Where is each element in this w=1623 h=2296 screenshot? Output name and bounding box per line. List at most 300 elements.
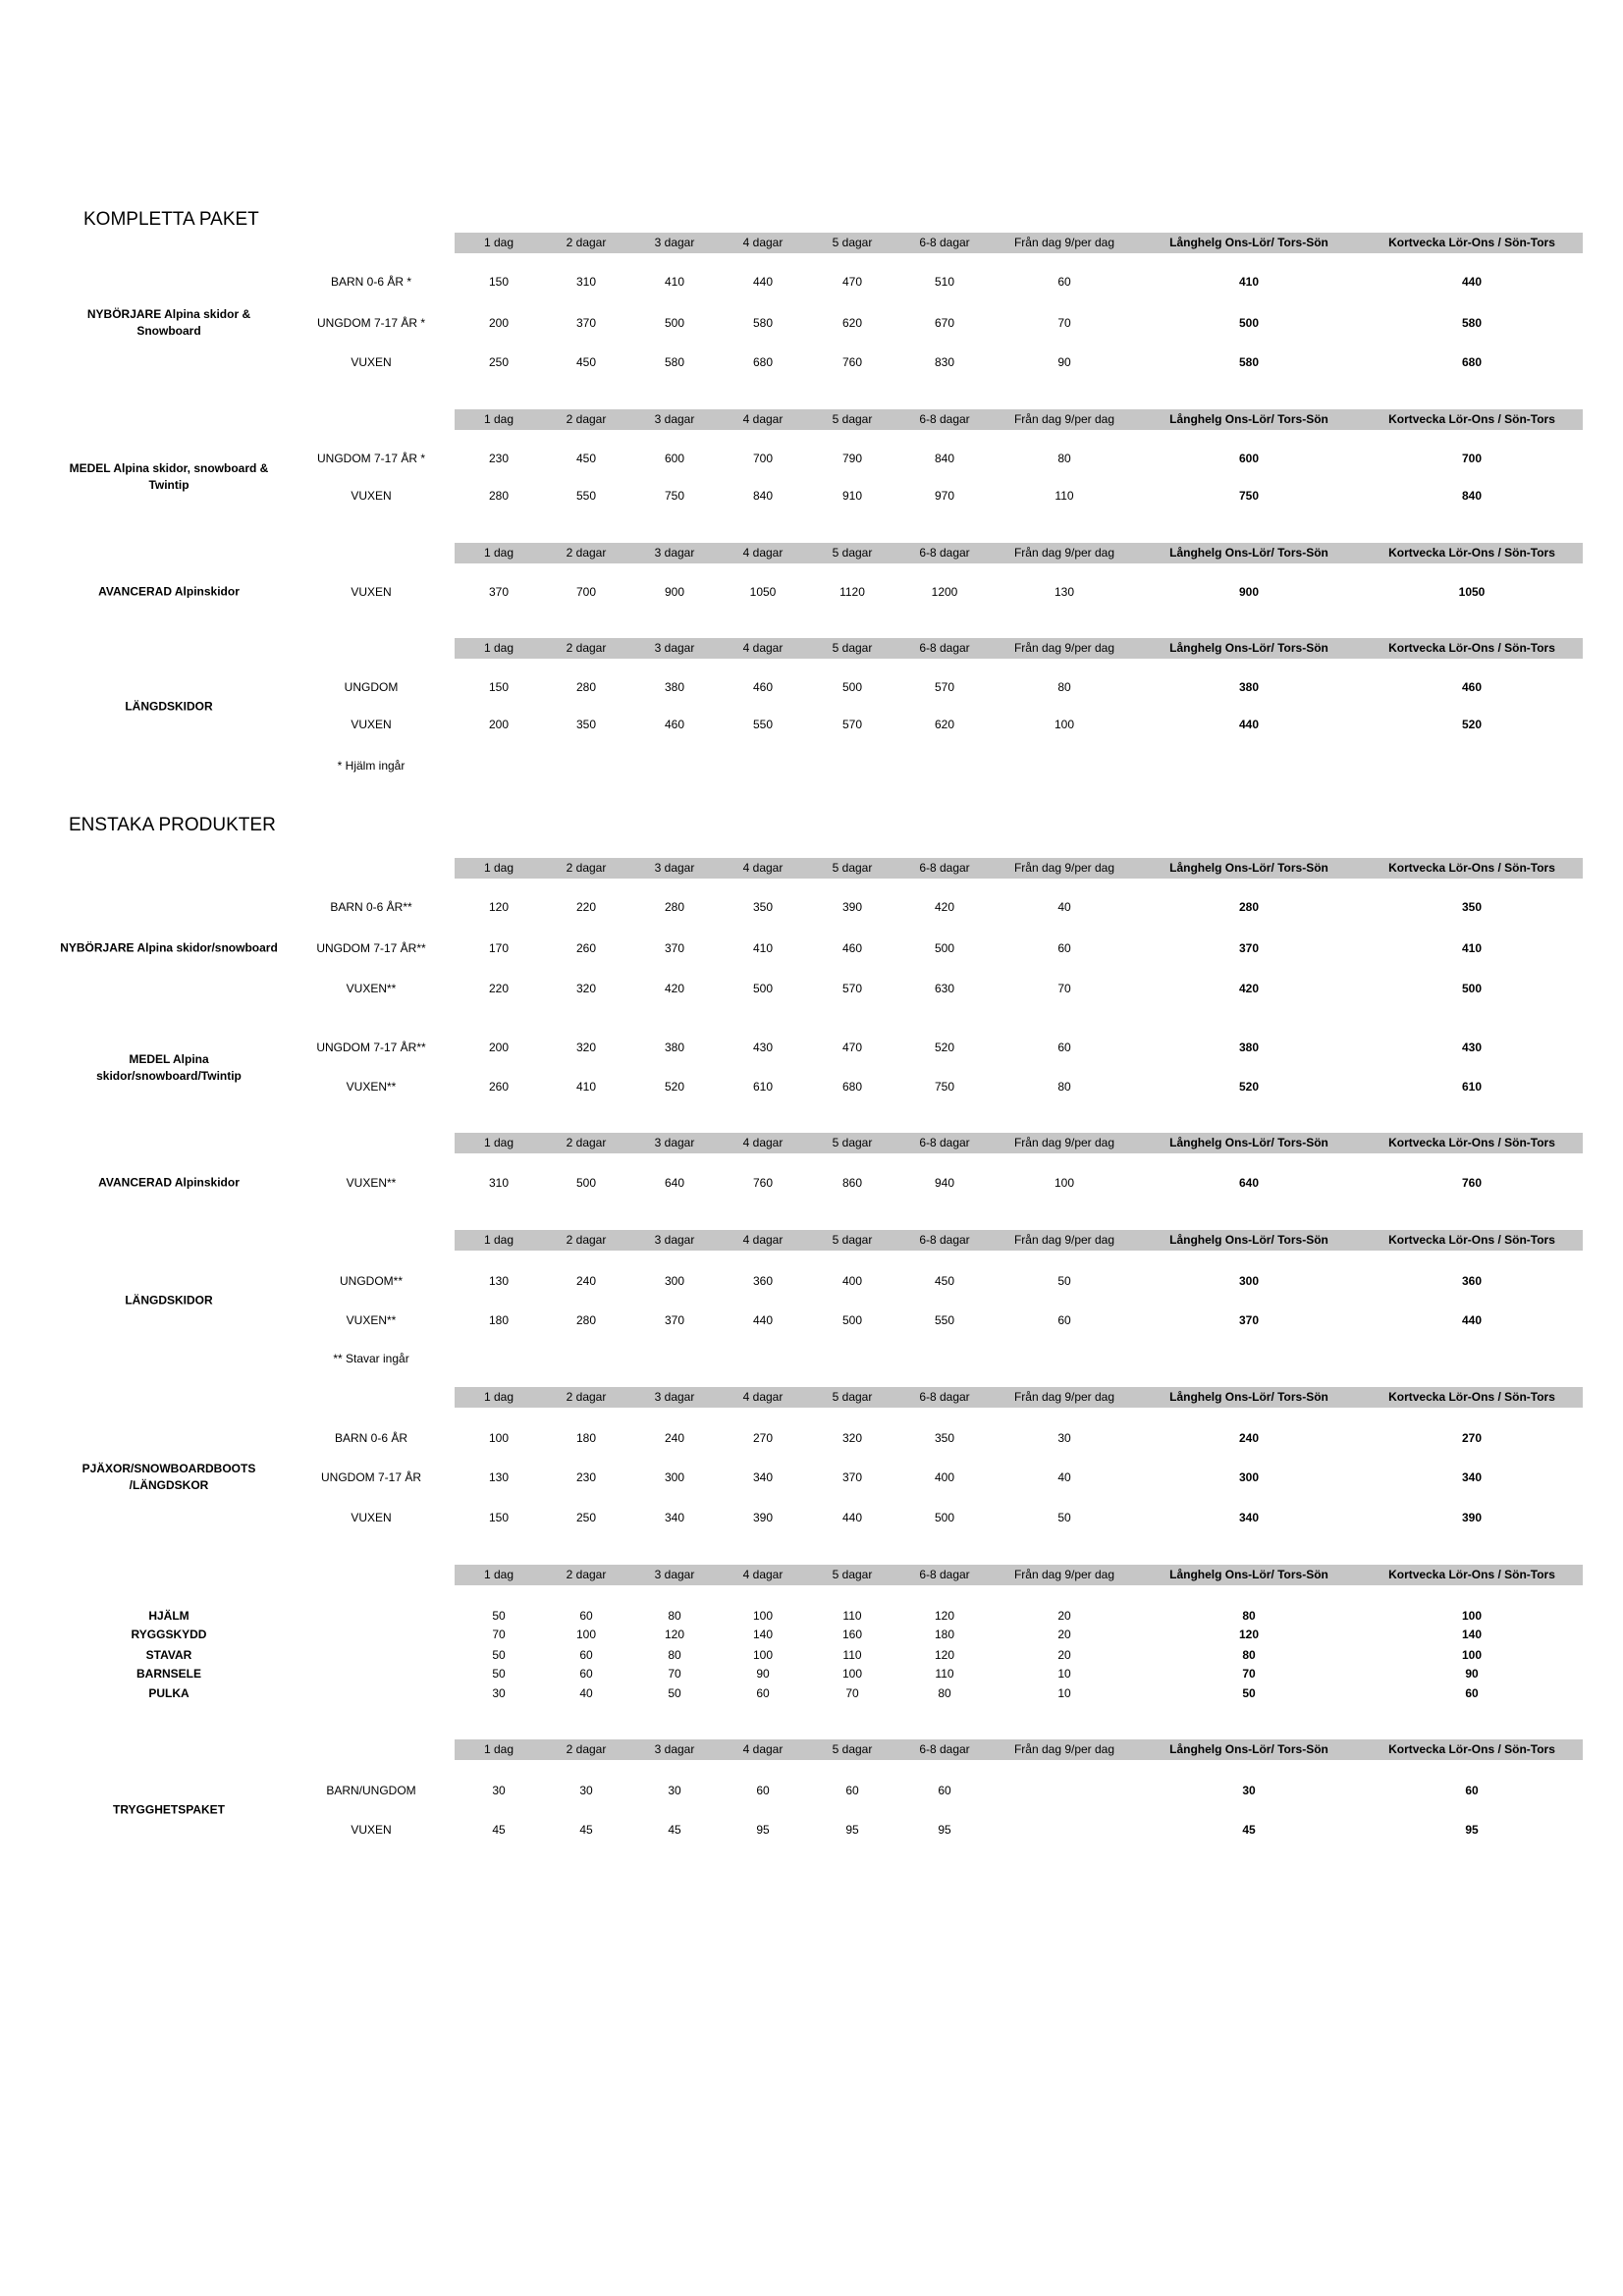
category-label: AVANCERAD Alpinskidor bbox=[98, 584, 240, 599]
price-cell: 70 bbox=[492, 1628, 506, 1641]
price-cell: 680 bbox=[841, 1080, 863, 1094]
price-cell: 120 bbox=[934, 1609, 955, 1623]
price-cell: 60 bbox=[579, 1648, 593, 1662]
price-cell: 120 bbox=[1238, 1628, 1260, 1641]
category-label: PJÄXOR/SNOWBOARDBOOTS /LÄNGDSKOR bbox=[81, 1462, 256, 1492]
column-header: 1 dag bbox=[483, 1390, 514, 1404]
column-header: Långhelg Ons-Lör/ Tors-Sön bbox=[1169, 861, 1328, 875]
price-cell: 410 bbox=[575, 1080, 597, 1094]
column-header: 5 dagar bbox=[832, 412, 873, 426]
price-cell: 60 bbox=[579, 1609, 593, 1623]
price-cell: 140 bbox=[1461, 1628, 1483, 1641]
price-cell: 280 bbox=[664, 900, 685, 914]
price-cell: 700 bbox=[1461, 452, 1483, 465]
row-label: VUXEN** bbox=[346, 1176, 397, 1190]
price-cell: 680 bbox=[752, 355, 774, 369]
row-label: UNGDOM 7-17 ÅR bbox=[320, 1470, 422, 1484]
column-header: 6-8 dagar bbox=[919, 1742, 970, 1756]
column-header: 6-8 dagar bbox=[919, 861, 970, 875]
price-cell: 840 bbox=[1461, 489, 1483, 503]
price-cell: 520 bbox=[1461, 718, 1483, 731]
price-cell: 30 bbox=[1057, 1431, 1071, 1445]
price-cell: 450 bbox=[575, 355, 597, 369]
price-cell: 500 bbox=[841, 680, 863, 694]
column-header: 2 dagar bbox=[566, 861, 607, 875]
price-cell: 300 bbox=[1238, 1274, 1260, 1288]
column-header: 3 dagar bbox=[654, 1136, 695, 1149]
price-cell: 390 bbox=[752, 1511, 774, 1524]
column-header: 2 dagar bbox=[566, 546, 607, 560]
table-header-row bbox=[455, 543, 1583, 563]
row-label: UNGDOM bbox=[344, 680, 399, 694]
price-cell: 500 bbox=[934, 1511, 955, 1524]
column-header: 1 dag bbox=[483, 1233, 514, 1247]
price-cell: 80 bbox=[668, 1609, 681, 1623]
column-header: 1 dag bbox=[483, 412, 514, 426]
price-cell: 340 bbox=[1238, 1511, 1260, 1524]
price-cell: 460 bbox=[1461, 680, 1483, 694]
price-cell: 50 bbox=[1057, 1511, 1071, 1524]
price-cell: 100 bbox=[841, 1667, 863, 1681]
price-cell: 380 bbox=[664, 680, 685, 694]
price-cell: 580 bbox=[664, 355, 685, 369]
price-cell: 300 bbox=[664, 1274, 685, 1288]
column-header: 5 dagar bbox=[832, 861, 873, 875]
price-cell: 95 bbox=[938, 1823, 951, 1837]
price-cell: 900 bbox=[1238, 585, 1260, 599]
price-cell: 30 bbox=[668, 1784, 681, 1797]
column-header: 5 dagar bbox=[832, 236, 873, 249]
price-cell: 60 bbox=[756, 1784, 770, 1797]
price-cell: 350 bbox=[575, 718, 597, 731]
price-cell: 390 bbox=[841, 900, 863, 914]
price-cell: 320 bbox=[575, 1041, 597, 1054]
column-header: 1 dag bbox=[483, 861, 514, 875]
row-label: VUXEN bbox=[351, 585, 392, 599]
price-cell: 390 bbox=[1461, 1511, 1483, 1524]
price-cell: 420 bbox=[934, 900, 955, 914]
column-header: Från dag 9/per dag bbox=[1013, 1568, 1115, 1581]
category-label: MEDEL Alpina skidor, snowboard & Twintip bbox=[69, 461, 269, 492]
price-cell: 95 bbox=[845, 1823, 859, 1837]
price-cell: 460 bbox=[664, 718, 685, 731]
price-cell: 550 bbox=[752, 718, 774, 731]
column-header: 2 dagar bbox=[566, 236, 607, 249]
price-cell: 410 bbox=[664, 275, 685, 289]
column-header: 2 dagar bbox=[566, 412, 607, 426]
price-cell: 310 bbox=[575, 275, 597, 289]
price-cell: 270 bbox=[752, 1431, 774, 1445]
row-label: BARN 0-6 ÅR * bbox=[330, 275, 412, 289]
footnote: * Hjälm ingår bbox=[337, 759, 406, 773]
price-cell: 30 bbox=[492, 1784, 506, 1797]
price-cell: 250 bbox=[488, 355, 510, 369]
price-cell: 400 bbox=[841, 1274, 863, 1288]
column-header: 3 dagar bbox=[654, 412, 695, 426]
column-header: 5 dagar bbox=[832, 1136, 873, 1149]
price-cell: 60 bbox=[1057, 941, 1071, 955]
price-cell: 280 bbox=[575, 1313, 597, 1327]
price-cell: 570 bbox=[934, 680, 955, 694]
price-cell: 460 bbox=[752, 680, 774, 694]
price-cell: 100 bbox=[752, 1648, 774, 1662]
price-cell: 580 bbox=[1238, 355, 1260, 369]
table-header-row bbox=[455, 638, 1583, 659]
price-cell: 570 bbox=[841, 982, 863, 995]
row-label: VUXEN bbox=[351, 1823, 392, 1837]
table-header-row bbox=[455, 233, 1583, 253]
row-label: BARN/UNGDOM bbox=[326, 1784, 416, 1797]
price-cell: 40 bbox=[579, 1686, 593, 1700]
column-header: 1 dag bbox=[483, 1742, 514, 1756]
column-header: 2 dagar bbox=[566, 1390, 607, 1404]
price-cell: 45 bbox=[492, 1823, 506, 1837]
price-cell: 120 bbox=[934, 1648, 955, 1662]
price-cell: 500 bbox=[752, 982, 774, 995]
price-cell: 380 bbox=[1238, 680, 1260, 694]
price-cell: 830 bbox=[934, 355, 955, 369]
price-cell: 240 bbox=[575, 1274, 597, 1288]
price-cell: 260 bbox=[575, 941, 597, 955]
price-cell: 460 bbox=[841, 941, 863, 955]
price-cell: 160 bbox=[841, 1628, 863, 1641]
price-cell: 110 bbox=[935, 1667, 954, 1681]
price-cell: 50 bbox=[1242, 1686, 1256, 1700]
price-cell: 940 bbox=[934, 1176, 955, 1190]
price-cell: 500 bbox=[841, 1313, 863, 1327]
row-label: STAVAR bbox=[145, 1648, 192, 1662]
price-cell: 500 bbox=[1461, 982, 1483, 995]
category-label: LÄNGDSKIDOR bbox=[125, 1293, 213, 1308]
table-header-row bbox=[455, 858, 1583, 879]
price-cell: 90 bbox=[1057, 355, 1071, 369]
section-title: ENSTAKA PRODUKTER bbox=[69, 815, 276, 835]
column-header: Kortvecka Lör-Ons / Sön-Tors bbox=[1388, 1742, 1555, 1756]
column-header: 3 dagar bbox=[654, 1233, 695, 1247]
column-header: 2 dagar bbox=[566, 641, 607, 655]
price-cell: 510 bbox=[934, 275, 955, 289]
column-header: 4 dagar bbox=[742, 412, 784, 426]
price-cell: 80 bbox=[668, 1648, 681, 1662]
column-header: 3 dagar bbox=[654, 641, 695, 655]
column-header: Från dag 9/per dag bbox=[1013, 1233, 1115, 1247]
row-label: VUXEN** bbox=[346, 1080, 397, 1094]
price-cell: 240 bbox=[664, 1431, 685, 1445]
price-cell: 60 bbox=[579, 1667, 593, 1681]
row-label: UNGDOM 7-17 ÅR * bbox=[316, 452, 426, 465]
price-cell: 220 bbox=[488, 982, 510, 995]
category-label: AVANCERAD Alpinskidor bbox=[98, 1175, 240, 1190]
column-header: Långhelg Ons-Lör/ Tors-Sön bbox=[1169, 1233, 1328, 1247]
price-cell: 45 bbox=[668, 1823, 681, 1837]
price-cell: 1050 bbox=[749, 585, 777, 599]
price-cell: 100 bbox=[1054, 718, 1075, 731]
footnote: ** Stavar ingår bbox=[333, 1352, 409, 1365]
column-header: 6-8 dagar bbox=[919, 1568, 970, 1581]
price-cell: 100 bbox=[752, 1609, 774, 1623]
price-cell: 750 bbox=[934, 1080, 955, 1094]
price-cell: 840 bbox=[752, 489, 774, 503]
price-cell: 60 bbox=[756, 1686, 770, 1700]
price-cell: 130 bbox=[488, 1470, 510, 1484]
price-cell: 370 bbox=[841, 1470, 863, 1484]
column-header: 4 dagar bbox=[742, 1390, 784, 1404]
price-cell: 90 bbox=[756, 1667, 770, 1681]
price-cell: 370 bbox=[1238, 941, 1260, 955]
price-cell: 80 bbox=[1057, 680, 1071, 694]
price-cell: 100 bbox=[1054, 1176, 1075, 1190]
table-header-row bbox=[455, 1565, 1583, 1585]
column-header: 3 dagar bbox=[654, 1742, 695, 1756]
price-cell: 420 bbox=[1238, 982, 1260, 995]
column-header: Långhelg Ons-Lör/ Tors-Sön bbox=[1169, 546, 1328, 560]
column-header: Från dag 9/per dag bbox=[1013, 1742, 1115, 1756]
column-header: Långhelg Ons-Lör/ Tors-Sön bbox=[1169, 236, 1328, 249]
price-cell: 1050 bbox=[1458, 585, 1486, 599]
price-cell: 620 bbox=[841, 316, 863, 330]
price-cell: 60 bbox=[1057, 1041, 1071, 1054]
row-label: BARN 0-6 ÅR** bbox=[330, 900, 412, 914]
price-cell: 380 bbox=[664, 1041, 685, 1054]
column-header: 6-8 dagar bbox=[919, 1390, 970, 1404]
row-label: HJÄLM bbox=[148, 1609, 189, 1623]
price-cell: 900 bbox=[664, 585, 685, 599]
table-header-row bbox=[455, 1739, 1583, 1760]
price-cell: 320 bbox=[575, 982, 597, 995]
column-header: 4 dagar bbox=[742, 1742, 784, 1756]
row-label: UNGDOM** bbox=[339, 1274, 404, 1288]
column-header: 3 dagar bbox=[654, 861, 695, 875]
column-header: 5 dagar bbox=[832, 1742, 873, 1756]
price-cell: 440 bbox=[1461, 1313, 1483, 1327]
price-cell: 260 bbox=[488, 1080, 510, 1094]
price-cell: 370 bbox=[488, 585, 510, 599]
price-cell: 360 bbox=[1461, 1274, 1483, 1288]
price-cell: 80 bbox=[1242, 1609, 1256, 1623]
price-cell: 440 bbox=[752, 1313, 774, 1327]
price-cell: 350 bbox=[752, 900, 774, 914]
price-cell: 45 bbox=[579, 1823, 593, 1837]
price-cell: 760 bbox=[841, 355, 863, 369]
price-cell: 20 bbox=[1057, 1628, 1071, 1641]
price-cell: 500 bbox=[664, 316, 685, 330]
price-cell: 340 bbox=[664, 1511, 685, 1524]
price-cell: 10 bbox=[1057, 1686, 1071, 1700]
price-cell: 760 bbox=[752, 1176, 774, 1190]
price-cell: 500 bbox=[934, 941, 955, 955]
row-label: UNGDOM 7-17 ÅR** bbox=[316, 1041, 426, 1054]
column-header: 3 dagar bbox=[654, 546, 695, 560]
column-header: 2 dagar bbox=[566, 1742, 607, 1756]
column-header: 4 dagar bbox=[742, 861, 784, 875]
row-label: VUXEN bbox=[351, 1511, 392, 1524]
column-header: 5 dagar bbox=[832, 1233, 873, 1247]
column-header: Från dag 9/per dag bbox=[1013, 861, 1115, 875]
table-header-row bbox=[455, 1230, 1583, 1251]
column-header: 5 dagar bbox=[832, 641, 873, 655]
price-cell: 610 bbox=[1461, 1080, 1483, 1094]
category-label: NYBÖRJARE Alpina skidor/snowboard bbox=[60, 940, 278, 955]
price-cell: 60 bbox=[1465, 1784, 1479, 1797]
price-cell: 440 bbox=[752, 275, 774, 289]
price-cell: 220 bbox=[575, 900, 597, 914]
row-label: BARNSELE bbox=[135, 1667, 201, 1681]
price-cell: 50 bbox=[492, 1667, 506, 1681]
price-cell: 270 bbox=[1461, 1431, 1483, 1445]
price-cell: 200 bbox=[488, 1041, 510, 1054]
price-cell: 50 bbox=[668, 1686, 681, 1700]
price-cell: 620 bbox=[934, 718, 955, 731]
price-cell: 50 bbox=[1057, 1274, 1071, 1288]
price-cell: 400 bbox=[934, 1470, 955, 1484]
row-label: PULKA bbox=[148, 1686, 189, 1700]
price-cell: 80 bbox=[1057, 452, 1071, 465]
column-header: Kortvecka Lör-Ons / Sön-Tors bbox=[1388, 236, 1555, 249]
price-cell: 410 bbox=[1238, 275, 1260, 289]
price-cell: 40 bbox=[1057, 1470, 1071, 1484]
column-header: Långhelg Ons-Lör/ Tors-Sön bbox=[1169, 412, 1328, 426]
column-header: 6-8 dagar bbox=[919, 1233, 970, 1247]
price-cell: 110 bbox=[842, 1609, 862, 1623]
price-cell: 970 bbox=[934, 489, 955, 503]
price-cell: 340 bbox=[752, 1470, 774, 1484]
price-cell: 360 bbox=[752, 1274, 774, 1288]
price-cell: 630 bbox=[934, 982, 955, 995]
price-cell: 320 bbox=[841, 1431, 863, 1445]
price-cell: 520 bbox=[934, 1041, 955, 1054]
price-cell: 500 bbox=[1238, 316, 1260, 330]
price-cell: 790 bbox=[841, 452, 863, 465]
price-cell: 170 bbox=[488, 941, 510, 955]
price-cell: 600 bbox=[664, 452, 685, 465]
price-cell: 100 bbox=[1461, 1609, 1483, 1623]
price-cell: 550 bbox=[575, 489, 597, 503]
column-header: 2 dagar bbox=[566, 1233, 607, 1247]
price-cell: 300 bbox=[1238, 1470, 1260, 1484]
price-cell: 120 bbox=[664, 1628, 685, 1641]
price-cell: 30 bbox=[579, 1784, 593, 1797]
price-cell: 430 bbox=[1461, 1041, 1483, 1054]
column-header: 1 dag bbox=[483, 1136, 514, 1149]
price-cell: 250 bbox=[575, 1511, 597, 1524]
price-cell: 640 bbox=[664, 1176, 685, 1190]
price-cell: 140 bbox=[752, 1628, 774, 1641]
price-cell: 600 bbox=[1238, 452, 1260, 465]
column-header: Från dag 9/per dag bbox=[1013, 546, 1115, 560]
price-cell: 20 bbox=[1057, 1648, 1071, 1662]
column-header: 2 dagar bbox=[566, 1136, 607, 1149]
column-header: 1 dag bbox=[483, 236, 514, 249]
column-header: 4 dagar bbox=[742, 641, 784, 655]
column-header: 6-8 dagar bbox=[919, 641, 970, 655]
column-header: Kortvecka Lör-Ons / Sön-Tors bbox=[1388, 1233, 1555, 1247]
price-cell: 520 bbox=[1238, 1080, 1260, 1094]
price-cell: 120 bbox=[488, 900, 510, 914]
column-header: 4 dagar bbox=[742, 546, 784, 560]
price-cell: 60 bbox=[1465, 1686, 1479, 1700]
column-header: 4 dagar bbox=[742, 1136, 784, 1149]
price-cell: 95 bbox=[1465, 1823, 1479, 1837]
column-header: Kortvecka Lör-Ons / Sön-Tors bbox=[1388, 546, 1555, 560]
column-header: 1 dag bbox=[483, 641, 514, 655]
price-cell: 200 bbox=[488, 718, 510, 731]
column-header: 6-8 dagar bbox=[919, 1136, 970, 1149]
column-header: 3 dagar bbox=[654, 1568, 695, 1581]
price-cell: 60 bbox=[1057, 1313, 1071, 1327]
price-cell: 1120 bbox=[839, 585, 865, 599]
price-cell: 440 bbox=[1461, 275, 1483, 289]
category-label: NYBÖRJARE Alpina skidor & Snowboard bbox=[86, 307, 251, 338]
price-cell: 440 bbox=[841, 1511, 863, 1524]
price-cell: 410 bbox=[1461, 941, 1483, 955]
price-cell: 450 bbox=[934, 1274, 955, 1288]
price-cell: 230 bbox=[488, 452, 510, 465]
column-header: 6-8 dagar bbox=[919, 546, 970, 560]
row-label: RYGGSKYDD bbox=[131, 1628, 207, 1641]
price-cell: 640 bbox=[1238, 1176, 1260, 1190]
column-header: Från dag 9/per dag bbox=[1013, 412, 1115, 426]
price-cell: 110 bbox=[1055, 489, 1074, 503]
price-cell: 370 bbox=[575, 316, 597, 330]
price-cell: 20 bbox=[1057, 1609, 1071, 1623]
price-cell: 70 bbox=[845, 1686, 859, 1700]
column-header: 5 dagar bbox=[832, 1390, 873, 1404]
column-header: 5 dagar bbox=[832, 1568, 873, 1581]
price-cell: 310 bbox=[488, 1176, 510, 1190]
price-cell: 700 bbox=[752, 452, 774, 465]
price-cell: 100 bbox=[575, 1628, 597, 1641]
price-cell: 180 bbox=[488, 1313, 510, 1327]
price-cell: 1200 bbox=[931, 585, 958, 599]
column-header: Kortvecka Lör-Ons / Sön-Tors bbox=[1388, 641, 1555, 655]
price-cell: 100 bbox=[488, 1431, 510, 1445]
price-cell: 130 bbox=[1054, 585, 1075, 599]
price-cell: 90 bbox=[1465, 1667, 1479, 1681]
price-cell: 350 bbox=[934, 1431, 955, 1445]
price-cell: 150 bbox=[488, 680, 510, 694]
price-cell: 380 bbox=[1238, 1041, 1260, 1054]
row-label: VUXEN bbox=[351, 489, 392, 503]
price-cell: 200 bbox=[488, 316, 510, 330]
price-cell: 470 bbox=[841, 275, 863, 289]
price-cell: 420 bbox=[664, 982, 685, 995]
price-cell: 30 bbox=[1242, 1784, 1256, 1797]
price-cell: 150 bbox=[488, 1511, 510, 1524]
column-header: 1 dag bbox=[483, 1568, 514, 1581]
column-header: 4 dagar bbox=[742, 1568, 784, 1581]
price-cell: 70 bbox=[668, 1667, 681, 1681]
price-cell: 50 bbox=[492, 1609, 506, 1623]
price-cell: 410 bbox=[752, 941, 774, 955]
category-label: LÄNGDSKIDOR bbox=[125, 699, 213, 714]
price-cell: 300 bbox=[664, 1470, 685, 1484]
price-cell: 670 bbox=[934, 316, 955, 330]
section-title: KOMPLETTA PAKET bbox=[83, 209, 259, 230]
price-cell: 760 bbox=[1461, 1176, 1483, 1190]
price-cell: 50 bbox=[492, 1648, 506, 1662]
price-cell: 110 bbox=[842, 1648, 862, 1662]
price-cell: 450 bbox=[575, 452, 597, 465]
column-header: 4 dagar bbox=[742, 1233, 784, 1247]
price-cell: 280 bbox=[1238, 900, 1260, 914]
price-cell: 680 bbox=[1461, 355, 1483, 369]
price-cell: 95 bbox=[756, 1823, 770, 1837]
price-cell: 80 bbox=[938, 1686, 951, 1700]
column-header: Långhelg Ons-Lör/ Tors-Sön bbox=[1169, 1568, 1328, 1581]
price-cell: 70 bbox=[1057, 982, 1071, 995]
column-header: 1 dag bbox=[483, 546, 514, 560]
row-label: UNGDOM 7-17 ÅR * bbox=[316, 316, 426, 330]
